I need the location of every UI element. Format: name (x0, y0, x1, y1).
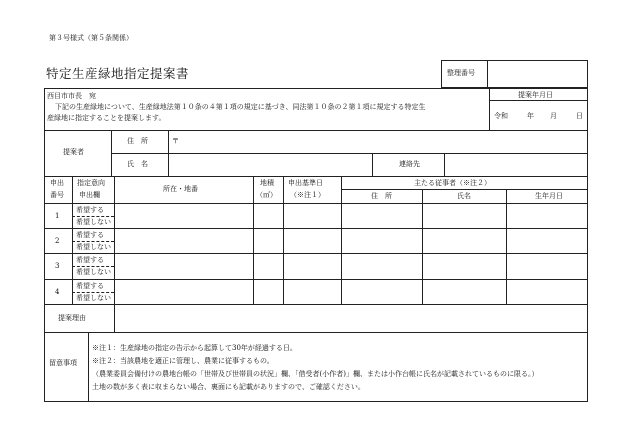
reason-label: 提案理由 (58, 314, 86, 322)
col-worker-address: 住 所 (371, 192, 392, 200)
row-4-opt-no[interactable]: 希望しない (76, 294, 111, 302)
notes-label: 留意事項 (49, 359, 77, 367)
proposer-contact-label: 連絡先 (399, 160, 420, 168)
proposal-date-day: 日 (576, 112, 583, 120)
col-location: 所在・地番 (163, 185, 198, 193)
row-4-opt-yes[interactable]: 希望する (76, 282, 104, 290)
col-worker-birth: 生年月日 (535, 192, 563, 200)
col-base-note: （※注１） (290, 191, 325, 199)
row-2-opt-yes[interactable]: 希望する (76, 231, 104, 239)
col-no-line1: 申出 (50, 179, 64, 187)
col-base-date: 申出基準日 (288, 179, 323, 187)
row-1-opt-no[interactable]: 希望しない (76, 218, 111, 226)
intro-line-1: 下記の生産緑地について、生産緑地法第１０条の４第１項の規定に基づき、同法第１０条の２第１項に規定する特定生 (55, 103, 426, 111)
col-intent-line2: 申出欄 (79, 191, 100, 199)
row-1-no: 1 (55, 212, 60, 220)
note-3: （農業委員会備付けの農地台帳の「世帯及び世帯員の状況」欄、「借受者(小作者)」欄、または小作台帳に氏名が記載されているものに限る。） (92, 370, 539, 378)
col-worker-name: 氏名 (457, 192, 471, 200)
page-title: 特定生産緑地指定提案書 (46, 66, 190, 81)
proposer-postal-mark[interactable]: 〒 (172, 137, 179, 145)
row-1-opt-yes[interactable]: 希望する (76, 206, 104, 214)
note-4: 土地の数が多く表に収まらない場合、裏面にも記載がありますので、ご確認ください。 (92, 383, 365, 391)
proposal-date-label: 提案年月日 (518, 91, 553, 99)
proposal-date-era: 令和 (494, 112, 508, 120)
proposal-date-month: 月 (550, 112, 557, 120)
proposal-date-year: 年 (527, 112, 534, 120)
proposer-name-label: 氏 名 (127, 160, 148, 168)
row-2-no: 2 (55, 237, 60, 245)
row-4-no: 4 (55, 288, 60, 296)
proposer-label: 提案者 (63, 148, 84, 156)
proposer-address-label: 住 所 (127, 137, 148, 145)
row-2-opt-no[interactable]: 希望しない (76, 243, 111, 251)
col-intent-line1: 指定意向 (77, 179, 105, 187)
intro-line-2: 産緑地に指定することを提案します。 (47, 114, 166, 122)
col-area: 地積 (260, 179, 274, 187)
col-worker: 主たる従事者（※注２） (414, 179, 491, 187)
form-label: 第３号様式（第５条関係） (49, 34, 133, 42)
col-no-line2: 番号 (50, 191, 64, 199)
row-3-opt-yes[interactable]: 希望する (76, 256, 104, 264)
col-area-unit: （㎡） (256, 191, 277, 199)
note-1: ※注１：生産緑地の指定の告示から起算して30年が経過する日。 (92, 344, 297, 352)
row-3-no: 3 (55, 262, 60, 270)
addressee: 西目市市長 宛 (47, 92, 96, 100)
seiri-bango-label: 整理番号 (447, 69, 475, 77)
row-3-opt-no[interactable]: 希望しない (76, 268, 111, 276)
note-2: ※注２：当該農地を適正に管理し、農業に従事するもの。 (92, 357, 274, 365)
